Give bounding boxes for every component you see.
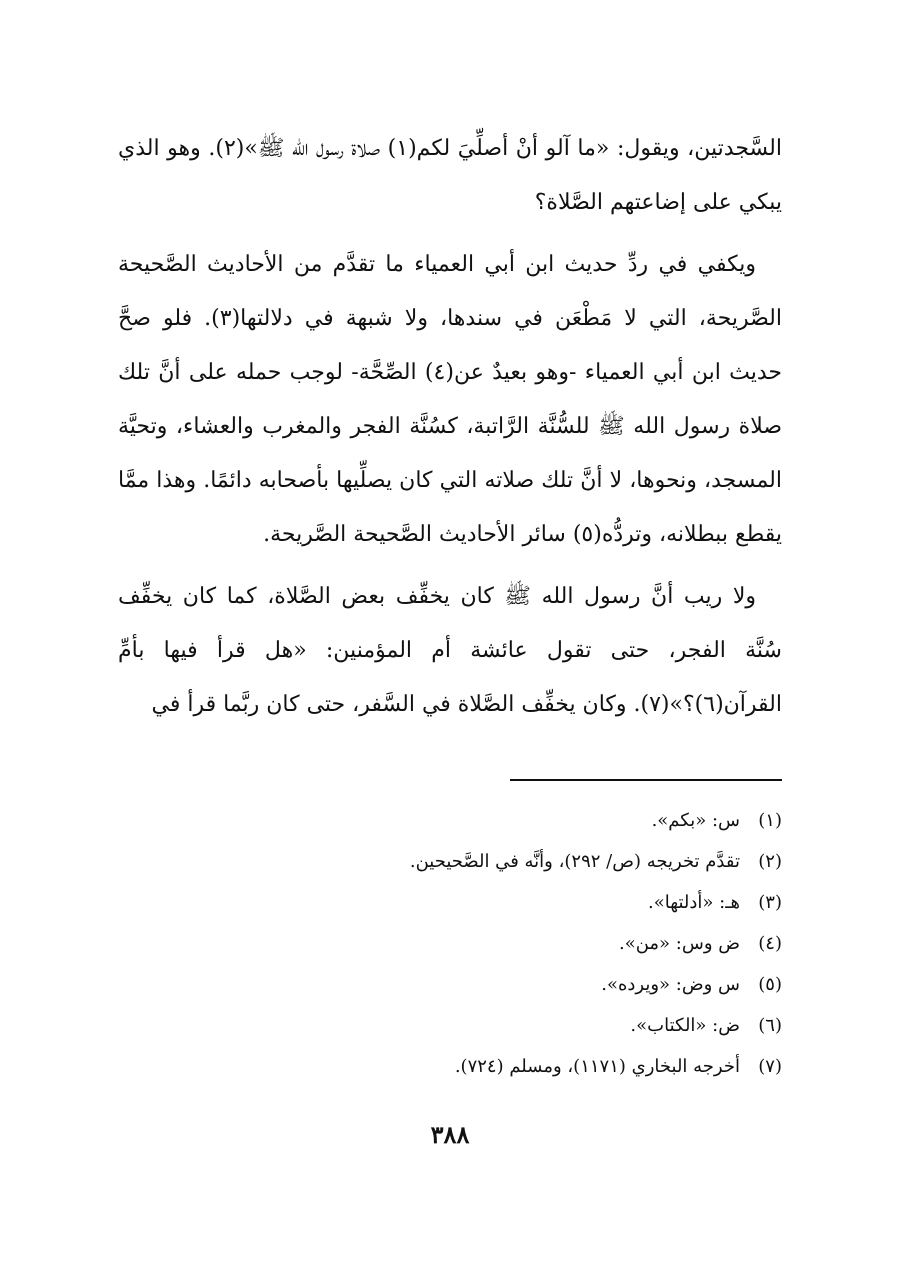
footnote-item: [118, 923, 782, 964]
footnote-item: [118, 1046, 782, 1087]
footnote-number: (٧): [758, 1056, 782, 1077]
footnote-text: س: «بكم».: [651, 810, 740, 831]
footnote-text: أخرجه البخاري (١١٧١)، ومسلم (٧٢٤).: [454, 1056, 740, 1077]
footnote-item: [118, 1005, 782, 1046]
footnote-text: تقدَّم تخريجه (ص/ ٢٩٢)، وأنَّه في الصَّحيحين.: [409, 851, 740, 872]
paragraph: ولا ريب أنَّ رسول الله ﷺ كان يخفِّف بعض الصَّلاة، كما كان يخفِّف سُنَّة الفجر، حتى تقول عائشة أم المؤمنين: «هل قرأ فيها بأمِّ القرآن(٦)؟»(٧). وكان يخفِّف الصَّلاة في السَّفر، حتى كان ربَّما قرأ في: [118, 584, 782, 717]
footnote-item: [118, 882, 782, 923]
paragraph: ويكفي في ردِّ حديث ابن أبي العمياء ما تقدَّم من الأحاديث الصَّحيحة الصَّريحة، التي لا مَطْعَن في سندها، ولا شبهة في دلالتها(٣). فلو صحَّ حديث ابن أبي العمياء -وهو بعيدٌ عن(٤) الصِّحَّة- لوجب حمله على أنَّ تلك صلاة رسول الله ﷺ للسُّنَّة الرَّاتبة، كسُنَّة الفجر والمغرب والعشاء، وتحيَّة المسجد، ونحوها، لا أنَّ تلك صلاته التي كان يصلِّيها بأصحابه دائمًا. وهذا ممَّا يقطع ببطلانه، وتردُّه(٥) سائر الأحاديث الصَّحيحة الصَّريحة.: [118, 252, 783, 547]
footnote-separator: [510, 779, 782, 781]
paragraph: السَّجدتين، ويقول: «ما آلو أنْ أصلِّيَ لكم(١) صلاة رسول الله ﷺ»(٢). وهو الذي يبكي على إضاعتهم الصَّلاة؟: [118, 136, 782, 215]
footnote-number: (٣): [758, 892, 782, 913]
footnote-item: [118, 964, 782, 1005]
footnote-text: س وض: «ويرده».: [601, 974, 740, 995]
footnote-text: ض: «الكتاب».: [630, 1015, 740, 1036]
footnote-text: ض وس: «من».: [618, 933, 740, 954]
footnotes: [118, 800, 782, 1087]
footnote-item: [118, 841, 782, 882]
footnote-number: (٢): [758, 851, 782, 872]
footnote-number: (٤): [758, 933, 782, 954]
footnote-text: هـ: «أدلتها».: [647, 892, 740, 913]
footnote-number: (٥): [758, 974, 782, 995]
footnote-number: (٦): [758, 1015, 782, 1036]
page-number: ٣٨٨: [430, 1120, 470, 1149]
footnote-item: [118, 800, 782, 841]
footnote-number: (١): [758, 810, 782, 831]
main-text: [118, 122, 782, 740]
